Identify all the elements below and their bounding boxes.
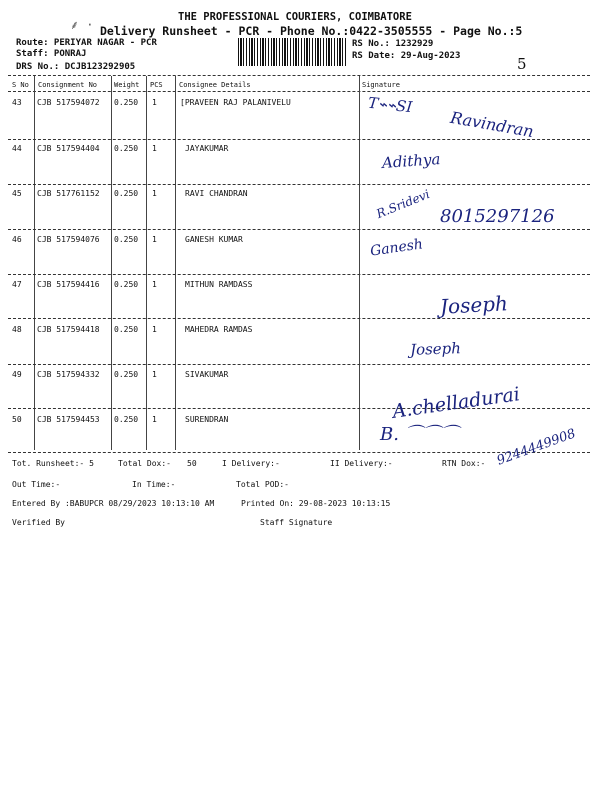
pcs: 1: [152, 415, 157, 424]
rs-date: RS Date: 29-Aug-2023: [352, 51, 461, 61]
vrule-2: [111, 76, 112, 450]
corner-scribble: ⸙ ·: [70, 18, 94, 32]
consignment-no: CJB 517594418: [37, 325, 100, 334]
scribble-mark: T⌁⌁SI: [367, 93, 414, 117]
col-pcs: PCS: [150, 81, 163, 89]
route-label: Route: PERIYAR NAGAR - PCR: [16, 38, 157, 48]
handwritten-signature: Joseph: [409, 339, 462, 359]
consignment-no: CJB 517594416: [37, 280, 100, 289]
weight: 0.250: [114, 235, 139, 244]
consignee-name: MAHEDRA RAMDAS: [185, 325, 253, 334]
pcs: 1: [152, 98, 157, 107]
rule-top: [8, 75, 590, 76]
consignment-no: CJB 517594332: [37, 370, 100, 379]
total-dox-value: 50: [187, 459, 197, 468]
total-dox-label: Total Dox:-: [118, 459, 171, 468]
verified-by: Verified By: [12, 518, 65, 527]
ii-delivery: II Delivery:-: [330, 459, 393, 468]
sno: 48: [12, 325, 22, 334]
sno: 50: [12, 415, 22, 424]
handwritten-signature: Adithya: [381, 149, 441, 173]
weight: 0.250: [114, 189, 139, 198]
row-rule: [8, 318, 590, 319]
consignee-name: RAVI CHANDRAN: [185, 189, 248, 198]
rtn-dox: RTN Dox:-: [442, 459, 486, 468]
consignment-no: CJB 517761152: [37, 189, 100, 198]
pcs: 1: [152, 280, 157, 289]
sno: 47: [12, 280, 22, 289]
weight: 0.250: [114, 280, 139, 289]
col-sno: S No: [12, 81, 29, 89]
consignment-no: CJB 517594404: [37, 144, 100, 153]
vrule-1: [34, 76, 35, 450]
col-consignee: Consignee Details: [179, 81, 251, 89]
sno: 45: [12, 189, 22, 198]
weight: 0.250: [114, 98, 139, 107]
handwritten-phone: 9244449908: [494, 426, 578, 469]
weight: 0.250: [114, 415, 139, 424]
scribble-mark: B. ⌒⌒⌒: [380, 424, 459, 445]
consignee-name: SURENDRAN: [185, 415, 229, 424]
col-consignment: Consignment No: [38, 81, 98, 89]
consignee-name: JAYAKUMAR: [185, 144, 229, 153]
staff-signature: Staff Signature: [260, 518, 333, 527]
sno: 49: [12, 370, 22, 379]
row-rule: [8, 408, 590, 409]
pcs: 1: [152, 235, 157, 244]
col-signature: Signature: [362, 81, 400, 89]
rule-header: [8, 91, 590, 92]
sno: 43: [12, 98, 22, 107]
weight: 0.250: [114, 325, 139, 334]
vrule-4: [175, 76, 176, 450]
i-delivery: I Delivery:-: [222, 459, 280, 468]
handwritten-signature: R.Sridevi: [374, 187, 432, 221]
handwritten-signature: Ganesh: [369, 236, 424, 260]
barcode: [238, 38, 346, 66]
total-runsheet: Tot. Runsheet:- 5: [12, 459, 94, 468]
handwritten-signature: A.chelladurai: [391, 383, 522, 423]
consignee-name: MITHUN RAMDASS: [185, 280, 253, 289]
consignment-no: CJB 517594072: [37, 98, 100, 107]
row-rule: [8, 364, 590, 365]
pcs: 1: [152, 370, 157, 379]
handwritten-phone: 8015297126: [440, 206, 555, 227]
vrule-5: [359, 76, 360, 450]
printed-on: Printed On: 29-08-2023 10:13:15: [241, 499, 391, 508]
vrule-3: [146, 76, 147, 450]
staff-label: Staff: PONRAJ: [16, 49, 87, 59]
in-time: In Time:-: [132, 480, 176, 489]
consignee-name: [PRAVEEN RAJ PALANIVELU: [180, 98, 291, 107]
sno: 46: [12, 235, 22, 244]
out-time: Out Time:-: [12, 480, 61, 489]
col-weight: Weight: [114, 81, 140, 89]
entered-by: Entered By :BABUPCR 08/29/2023 10:13:10 AM: [12, 499, 215, 508]
drs-number: DRS No.: DCJB123292905: [16, 62, 136, 72]
rs-number: RS No.: 1232929: [352, 39, 434, 49]
row-rule: [8, 274, 590, 275]
company-name: THE PROFESSIONAL COURIERS, COIMBATORE: [178, 11, 412, 23]
pcs: 1: [152, 189, 157, 198]
weight: 0.250: [114, 144, 139, 153]
page-handwritten-number: 5: [517, 55, 527, 73]
row-rule: [8, 139, 590, 140]
handwritten-signature: Ravindran: [448, 107, 536, 142]
weight: 0.250: [114, 370, 139, 379]
pcs: 1: [152, 144, 157, 153]
consignee-name: SIVAKUMAR: [185, 370, 229, 379]
consignment-no: CJB 517594076: [37, 235, 100, 244]
row-rule: [8, 184, 590, 185]
consignee-name: GANESH KUMAR: [185, 235, 243, 244]
handwritten-signature: Joseph: [439, 291, 509, 319]
sno: 44: [12, 144, 22, 153]
consignment-no: CJB 517594453: [37, 415, 100, 424]
total-pod: Total POD:-: [236, 480, 289, 489]
runsheet-title: Delivery Runsheet - PCR - Phone No.:0422-3505555 - Page No.:5: [100, 24, 523, 38]
pcs: 1: [152, 325, 157, 334]
row-rule: [8, 229, 590, 230]
